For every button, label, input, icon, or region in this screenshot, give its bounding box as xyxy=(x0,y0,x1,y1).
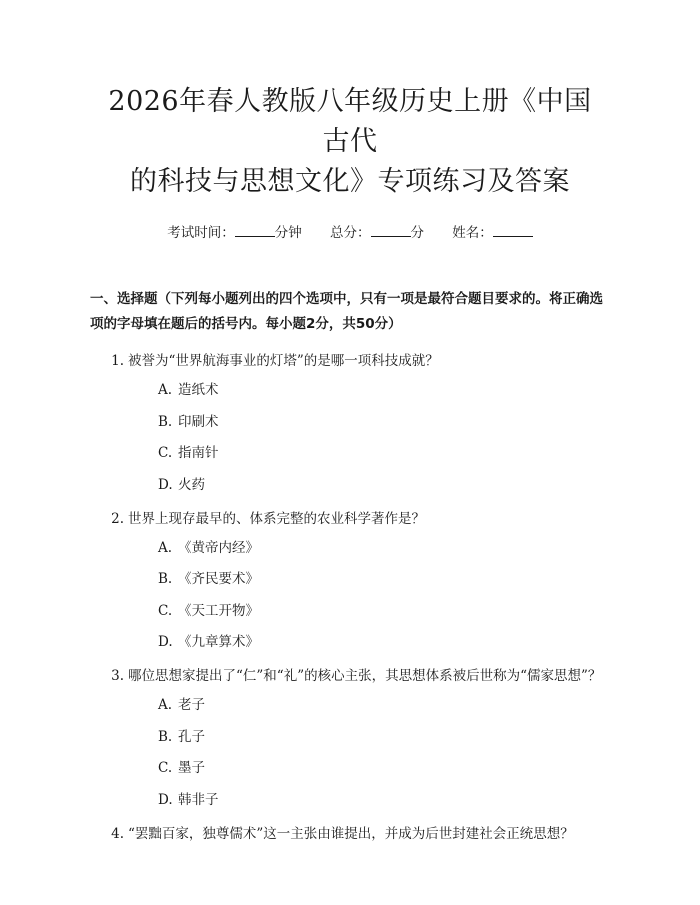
option-c[interactable] xyxy=(158,601,604,621)
option-d[interactable] xyxy=(158,475,604,495)
option-text: 《天工开物》 xyxy=(178,602,259,619)
option-b[interactable] xyxy=(158,727,604,747)
exam-info xyxy=(96,222,604,243)
option-label: B. xyxy=(158,728,173,745)
question-text: “罢黜百家，独尊儒术”这一主张由谁提出，并成为后世封建社会正统思想？ xyxy=(128,825,574,842)
exam-time-unit: 分钟 xyxy=(274,225,302,241)
option-c[interactable] xyxy=(158,443,604,463)
option-label: D. xyxy=(158,476,173,493)
name-blank[interactable] xyxy=(493,222,533,237)
option-label: C. xyxy=(158,445,173,461)
option-label: C. xyxy=(158,602,173,619)
option-text: 韩非子 xyxy=(178,791,219,808)
option-b[interactable] xyxy=(158,569,604,589)
option-label: A. xyxy=(158,539,173,556)
document-title xyxy=(96,0,604,202)
question-4 xyxy=(96,822,604,847)
option-text: 造纸术 xyxy=(178,382,219,398)
option-text: 《九章算术》 xyxy=(178,634,259,650)
question-number: 2. xyxy=(111,510,124,527)
question-number: 1. xyxy=(111,353,124,369)
exam-time-blank[interactable] xyxy=(235,222,275,237)
option-d[interactable] xyxy=(158,632,604,652)
total-score-unit: 分 xyxy=(410,225,424,241)
exam-time-label: 考试时间： xyxy=(167,225,235,241)
question-1 xyxy=(96,349,604,374)
title-line-2: 的科技与思想文化》专项练习及答案 xyxy=(130,166,570,197)
question-text: 被誉为“世界航海事业的灯塔”的是哪一项科技成就？ xyxy=(128,353,439,369)
name-label: 姓名： xyxy=(452,225,493,241)
option-a[interactable] xyxy=(158,380,604,400)
option-label: B. xyxy=(158,571,173,587)
question-2-options xyxy=(96,538,604,653)
option-label: D. xyxy=(158,791,173,808)
option-text: 《黄帝内经》 xyxy=(178,539,259,556)
question-2 xyxy=(96,507,604,532)
option-label: D. xyxy=(158,634,173,650)
total-score-label: 总分： xyxy=(330,225,371,241)
option-a[interactable] xyxy=(158,695,604,715)
option-text: 《齐民要术》 xyxy=(178,571,259,587)
question-3-options xyxy=(96,695,604,810)
option-c[interactable] xyxy=(158,758,604,778)
option-text: 孔子 xyxy=(178,728,205,745)
option-a[interactable] xyxy=(158,538,604,558)
option-text: 墨子 xyxy=(178,760,205,776)
option-text: 印刷术 xyxy=(178,413,219,430)
name-field xyxy=(452,222,533,243)
option-label: A. xyxy=(158,382,173,398)
section-heading: 一、选择题（下列每小题列出的四个选项中，只有一项是最符合题目要求的。将正确选项的字母填在题后的括号内。每小题2分，共50分） xyxy=(90,291,603,332)
question-number: 3. xyxy=(111,668,124,684)
question-3 xyxy=(96,664,604,689)
question-1-options xyxy=(96,380,604,495)
total-score-field xyxy=(330,222,424,243)
option-text: 老子 xyxy=(178,697,205,713)
exam-time-field xyxy=(167,222,302,243)
option-label: C. xyxy=(158,760,173,776)
question-text: 哪位思想家提出了“仁”和“礼”的核心主张，其思想体系被后世称为“儒家思想”？ xyxy=(128,668,602,684)
option-d[interactable] xyxy=(158,790,604,810)
option-label: B. xyxy=(158,413,173,430)
question-number: 4. xyxy=(111,825,124,842)
option-text: 火药 xyxy=(178,476,205,493)
option-text: 指南针 xyxy=(178,445,219,461)
question-text: 世界上现存最早的、体系完整的农业科学著作是？ xyxy=(128,510,425,527)
title-line-1: 2026年春人教版八年级历史上册《中国古代 xyxy=(108,86,592,157)
option-label: A. xyxy=(158,697,173,713)
total-score-blank[interactable] xyxy=(371,222,411,237)
option-b[interactable] xyxy=(158,412,604,432)
